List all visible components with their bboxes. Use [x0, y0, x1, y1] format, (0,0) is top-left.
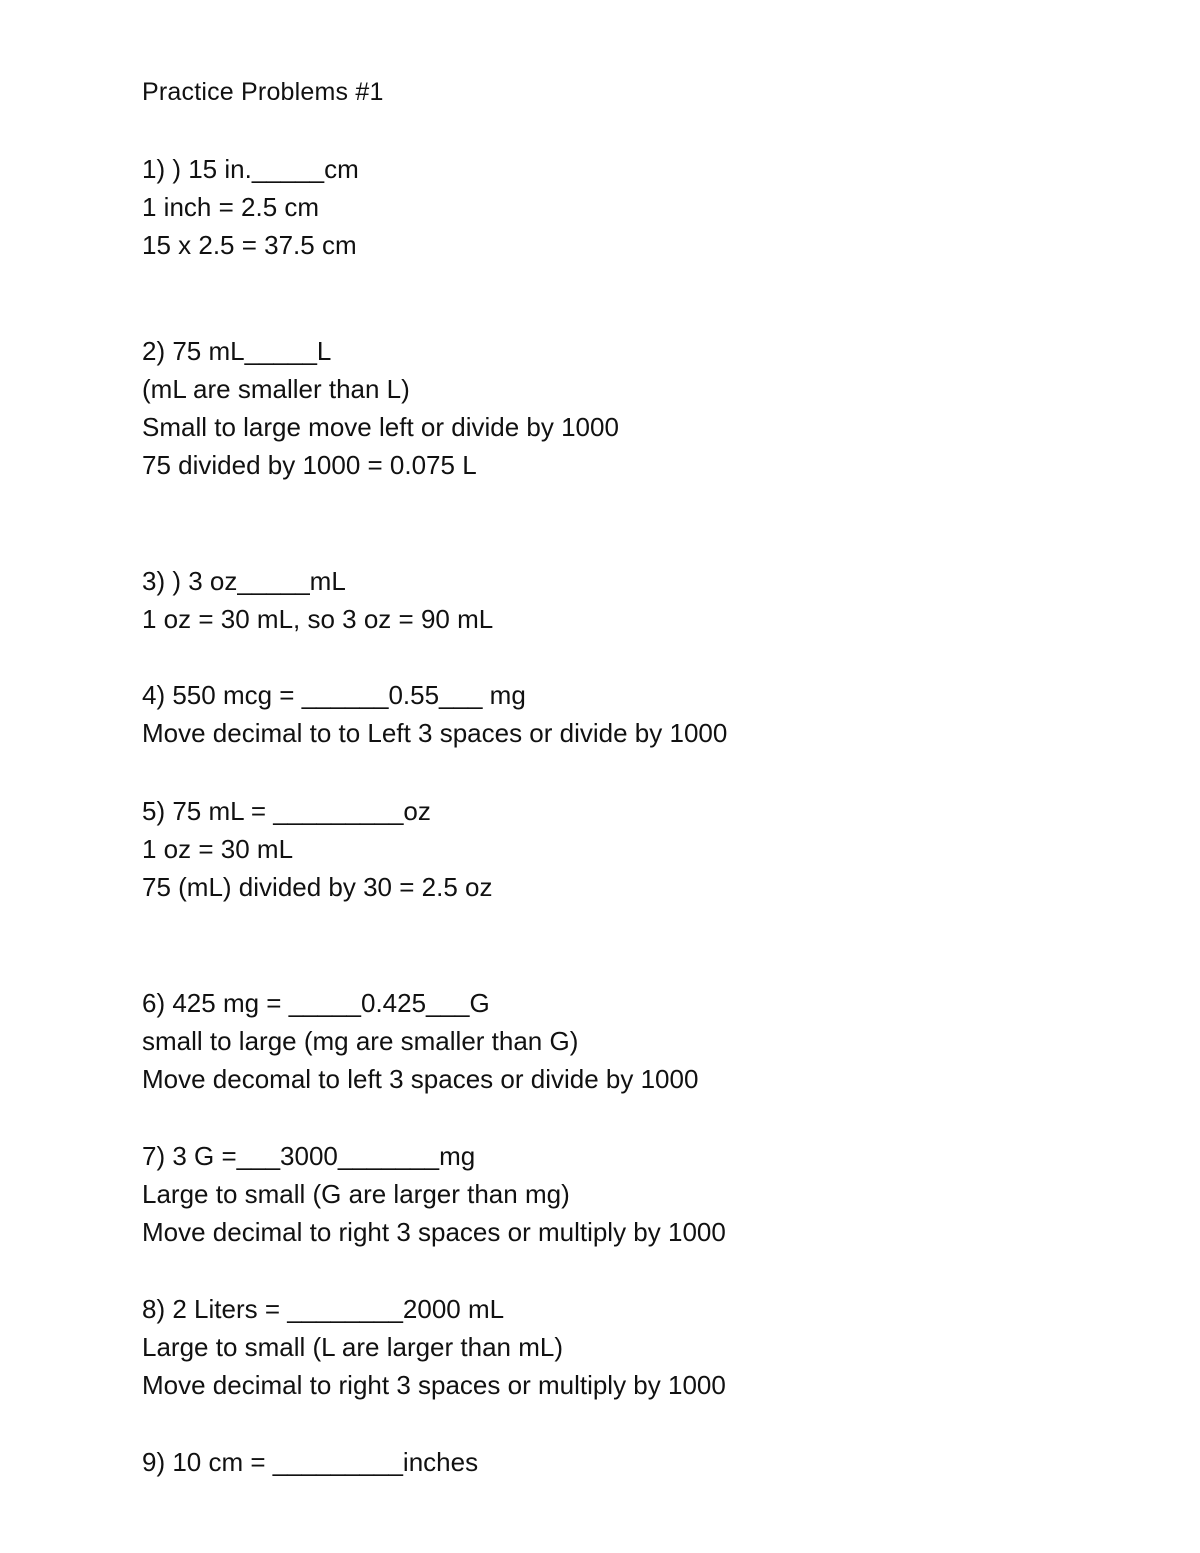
- document-title: Practice Problems #1: [142, 78, 384, 106]
- problem-2-work-line: 75 divided by 1000 = 0.075 L: [142, 450, 477, 480]
- problem-2-work-line: Small to large move left or divide by 1000: [142, 412, 619, 442]
- problem-2-work-line: (mL are smaller than L): [142, 374, 410, 404]
- problem-6-question: 6) 425 mg = _____0.425___G: [142, 988, 490, 1018]
- problem-3-work-line: 1 oz = 30 mL, so 3 oz = 90 mL: [142, 604, 494, 634]
- problem-6-work-line: small to large (mg are smaller than G): [142, 1026, 579, 1056]
- problem-7-question: 7) 3 G =___3000_______mg: [142, 1141, 476, 1171]
- problem-7-work-line: Large to small (G are larger than mg): [142, 1179, 570, 1209]
- problem-8-work-line: Large to small (L are larger than mL): [142, 1332, 564, 1362]
- problem-3-question: 3) ) 3 oz_____mL: [142, 566, 346, 596]
- problem-8-question: 8) 2 Liters = ________2000 mL: [142, 1294, 505, 1324]
- problem-5-question: 5) 75 mL = _________oz: [142, 796, 431, 826]
- problem-1-work-line: 15 x 2.5 = 37.5 cm: [142, 230, 357, 260]
- problem-6-work-line: Move decomal to left 3 spaces or divide by 1000: [142, 1064, 699, 1094]
- problem-9-question: 9) 10 cm = _________inches: [142, 1447, 479, 1477]
- problem-4-work-line: Move decimal to to Left 3 spaces or divide by 1000: [142, 718, 728, 748]
- problem-5-work-line: 1 oz = 30 mL: [142, 834, 294, 864]
- problem-5-work-line: 75 (mL) divided by 30 = 2.5 oz: [142, 872, 493, 902]
- problem-8-work-line: Move decimal to right 3 spaces or multiply by 1000: [142, 1370, 726, 1400]
- problem-2-question: 2) 75 mL_____L: [142, 336, 332, 366]
- problem-4-question: 4) 550 mcg = ______0.55___ mg: [142, 680, 526, 710]
- problem-7-work-line: Move decimal to right 3 spaces or multiply by 1000: [142, 1217, 726, 1247]
- problem-1-work-line: 1 inch = 2.5 cm: [142, 192, 320, 222]
- problem-1-question: 1) ) 15 in._____cm: [142, 154, 359, 184]
